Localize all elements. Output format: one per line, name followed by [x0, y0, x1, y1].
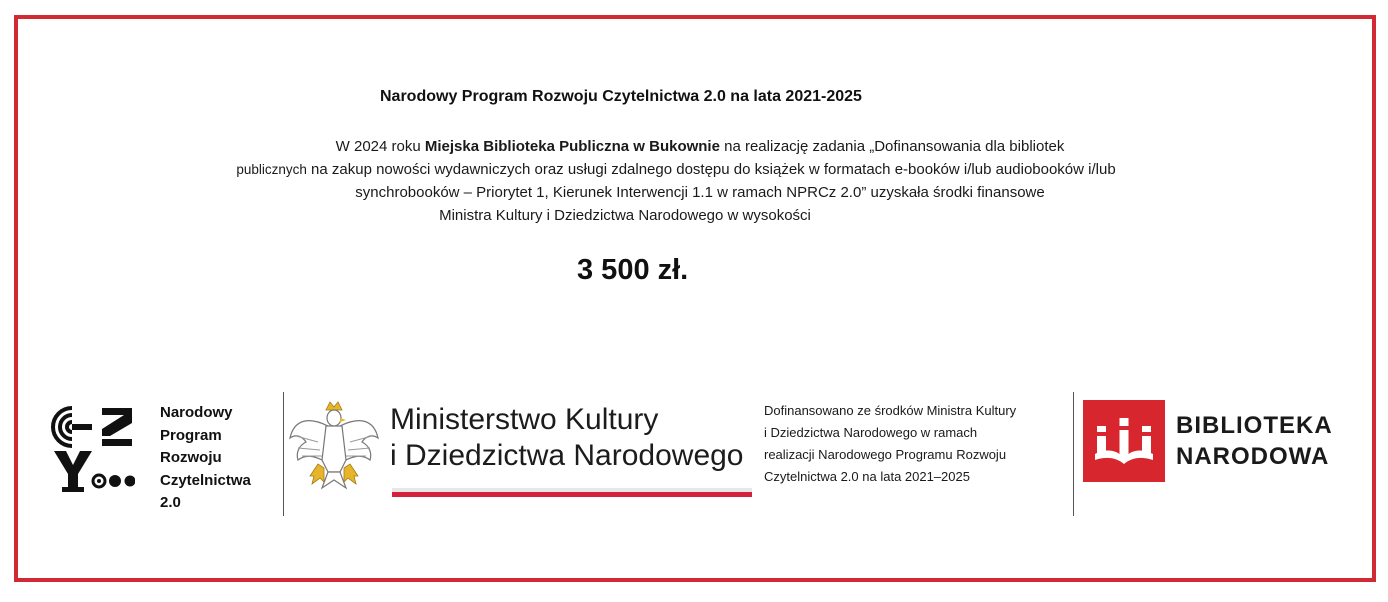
npc-line: Narodowy	[160, 404, 233, 421]
announcement-line-4: Ministra Kultury i Dziedzictwa Narodowego w wysokości	[439, 207, 811, 224]
cofund-line: Dofinansowano ze środków Ministra Kultury	[764, 403, 1017, 418]
polish-flag-stripe	[392, 488, 752, 497]
logo-divider	[1073, 392, 1074, 516]
cofund-line: realizacji Narodowego Programu Rozwoju	[764, 447, 1007, 462]
npc-line: 2.0	[160, 494, 181, 511]
npc-line: Czytelnictwa	[160, 471, 251, 489]
ministry-name	[390, 402, 744, 474]
ministry-line: Ministerstwo Kultury	[390, 403, 659, 436]
logo-divider	[283, 392, 284, 516]
cofund-line: i Dziedzictwa Narodowego w ramach	[764, 425, 978, 440]
announcement-line-2	[102, 158, 1250, 181]
ministry-line: i Dziedzictwa Narodowego	[390, 439, 744, 472]
npc-logo-icon	[50, 405, 135, 495]
crown-book-icon	[1083, 400, 1165, 482]
cofunding-note	[764, 400, 1016, 488]
cofund-line: Czytelnictwa 2.0 na lata 2021–2025	[764, 469, 970, 484]
line1-suffix: na realizację zadania „Dofinansowania dla bibliotek	[719, 138, 1065, 155]
library-name: Miejska Biblioteka Publiczna w Bukownie	[424, 138, 720, 155]
announcement-line-3: synchrobooków – Priorytet 1, Kierunek Interwencji 1.1 w ramach NPRCz 2.0” uzyskała środki finansowe	[355, 184, 1045, 201]
flag-red-stripe	[392, 492, 752, 497]
line2-small: publicznych	[236, 162, 307, 177]
page-title: Narodowy Program Rozwoju Czytelnictwa 2.0 na lata 2021-2025	[380, 88, 862, 105]
line1-prefix: W 2024 roku	[335, 138, 425, 155]
npc-line: Program	[160, 426, 222, 444]
biblioteka-narodowa-logo	[1083, 400, 1165, 482]
bn-line: BIBLIOTEKA	[1176, 412, 1333, 439]
biblioteka-narodowa-text	[1176, 410, 1333, 472]
npc-line: Rozwoju	[160, 449, 222, 466]
announcement-text	[150, 135, 1250, 227]
bn-line: NARODOWA	[1176, 443, 1330, 470]
npc-logo-text	[160, 402, 251, 515]
polish-eagle-icon	[288, 398, 380, 498]
announcement-line-1	[150, 135, 1250, 158]
grant-amount: 3 500 zł.	[577, 254, 689, 286]
line2-rest: na zakup nowości wydawniczych oraz usługi zdalnego dostępu do książek w formatach e-booków i/lub audiobooków i/lub	[306, 161, 1116, 178]
